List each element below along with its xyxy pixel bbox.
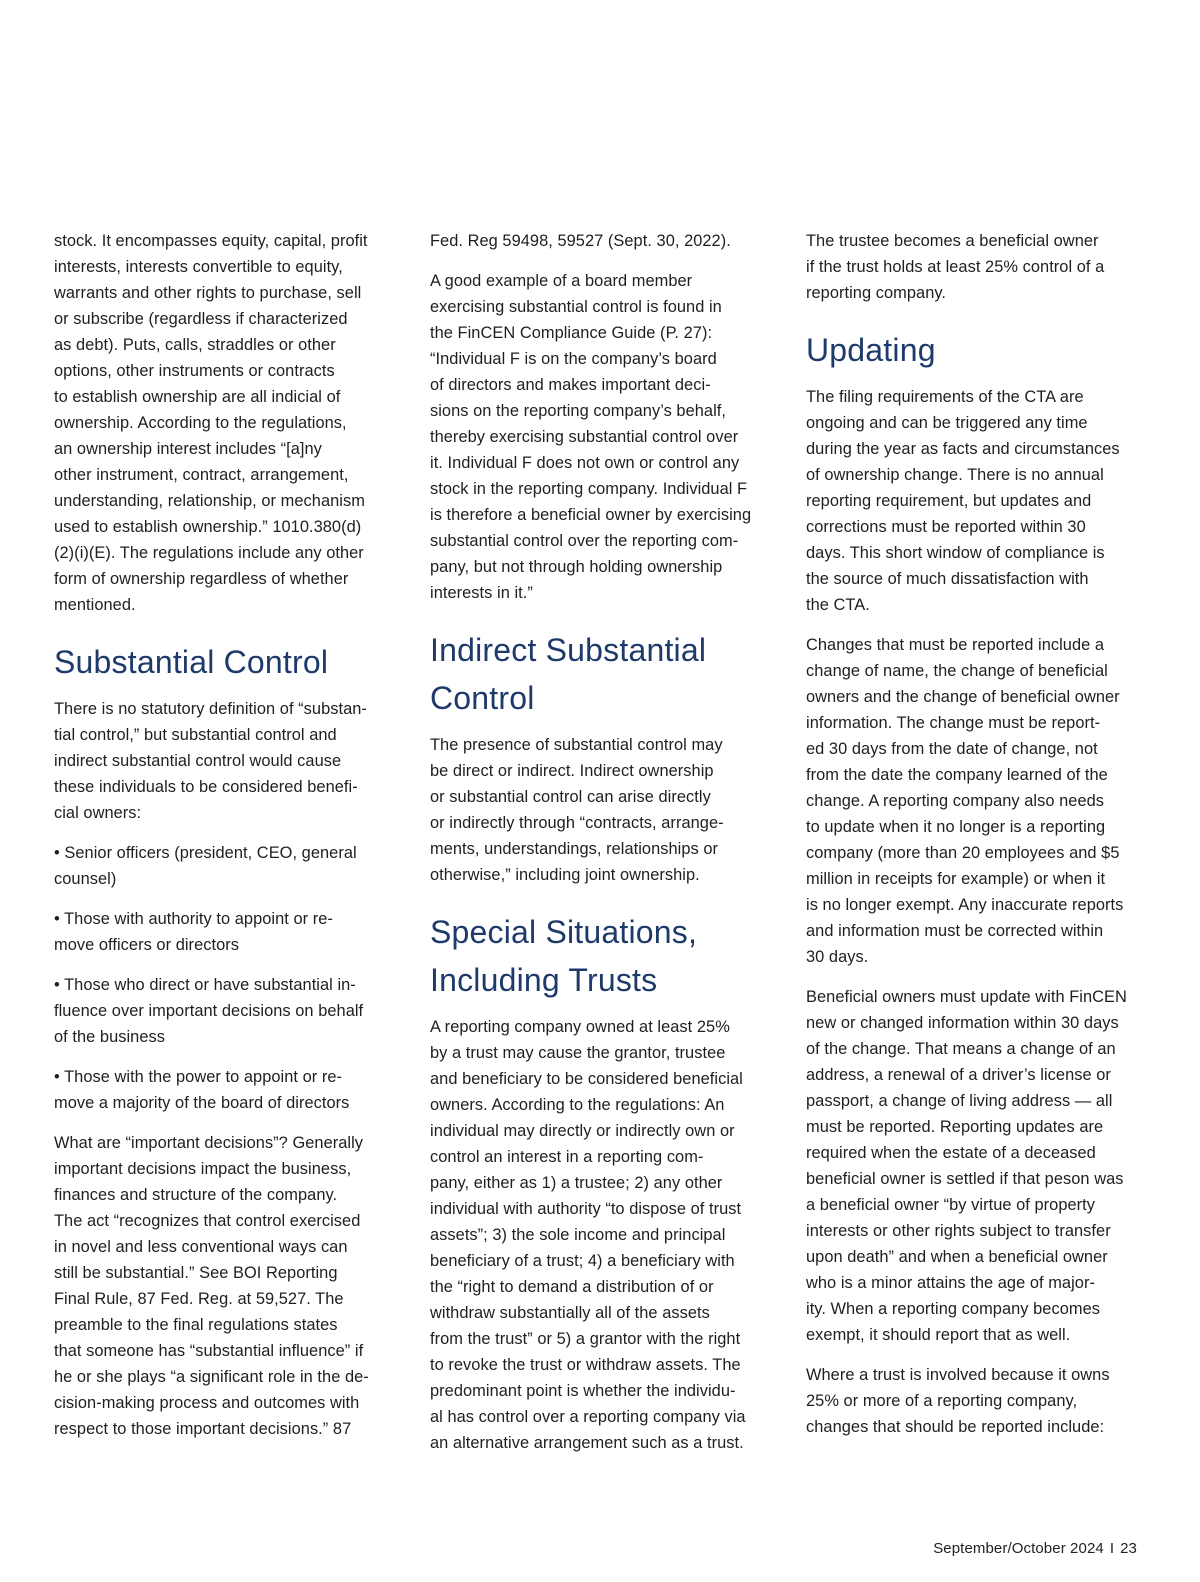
heading-special-situations: Special Situations, Including Trusts [430, 914, 698, 998]
heading-updating: Updating [806, 332, 936, 368]
middle-paragraph-4: A reporting company owned at least 25% by a trust may cause the grantor, trustee and beneficiary to be considered beneficial owners. According to the regulations: An individual may directly or indirectly own or control an interest in a reporting com- pany, either as 1) a trustee; 2) any other individual with authority “to dispose of trust assets”; 3) the sole income and principal beneficiary of a trust; 4) a beneficiary with the “right to demand a distribution of or withdraw substantially all of the assets from the trust” or 5) a grantor with the right to revoke the trust or withdraw assets. The predominant point is whether the individu- al has control over a reporting company via an alternative arrangement such as a trust. [430, 1018, 746, 1452]
bullet-senior-officers: • Senior officers (president, CEO, general counsel) [54, 844, 357, 888]
heading-substantial-control: Substantial Control [54, 644, 329, 680]
bullet-substantial-influence: • Those who direct or have substantial in- fluence over important decisions on behalf of the business [54, 976, 364, 1046]
right-paragraph-1: The trustee becomes a beneficial owner if the trust holds at least 25% control of a reporting company. [806, 232, 1105, 302]
page-footer [933, 1540, 1137, 1557]
heading-indirect-substantial-control: Indirect Substantial Control [430, 632, 707, 716]
column-right [806, 228, 1146, 1454]
column-left [54, 228, 390, 1456]
right-paragraph-2: The filing requirements of the CTA are ongoing and can be triggered any time during the year as facts and circumstances of ownership change. There is no annual reporting requirement, but updates and corrections must be reported within 30 days. This short window of compliance is the source of much dissatisfaction with the CTA. [806, 388, 1120, 614]
middle-paragraph-3: The presence of substantial control may be direct or indirect. Indirect ownership or substantial control can arise directly or indirectly through “contracts, arrange- ments, understandings, relationships or otherwise,” including joint ownership. [430, 736, 724, 884]
right-paragraph-4: Beneficial owners must update with FinCEN new or changed information within 30 days of the change. That means a change of an address, a renewal of a driver’s license or passport, a change of living address — all must be reported. Reporting updates are required when the estate of a deceased beneficial owner is settled if that peson was a beneficial owner “by virtue of property interests or other rights subject to transfer upon death” and when a beneficial owner who is a minor attains the age of major- ity. When a reporting company becomes exempt, it should report that as well. [806, 988, 1127, 1344]
middle-paragraph-2: A good example of a board member exercising substantial control is found in the FinCEN Compliance Guide (P. 27): “Individual F is on the company’s board of directors and makes important deci- sions on the reporting company’s behalf, thereby exercising substantial control over it. Individual F does not own or control any stock in the reporting company. Individual F is therefore a beneficial owner by exercising substantial control over the reporting com- pany, but not through holding ownership interests in it.” [430, 272, 752, 602]
page-number: 23 [1120, 1540, 1137, 1557]
middle-paragraph-1: Fed. Reg 59498, 59527 (Sept. 30, 2022). [430, 232, 731, 250]
right-paragraph-5: Where a trust is involved because it owns 25% or more of a reporting company, changes that should be reported include: [806, 1366, 1110, 1436]
bullet-appoint-officers: • Those with authority to appoint or re- move officers or directors [54, 910, 333, 954]
left-paragraph-1: stock. It encompasses equity, capital, profit interests, interests convertible to equity, warrants and other rights to purchase, sell or subscribe (regardless if characterized as debt). Puts, calls, straddles or other options, other instruments or contracts to establish ownership are all indicial of ownership. According to the regulations, an ownership interest includes “[a]ny other instrument, contract, arrangement, understanding, relationship, or mechanism used to establish ownership.” 1010.380(d) (2)(i)(E). The regulations include any other form of ownership regardless of whether mentioned. [54, 232, 368, 614]
issue-date: September/October 2024 [933, 1540, 1104, 1557]
right-paragraph-3: Changes that must be reported include a change of name, the change of beneficial owners and the change of beneficial owner information. The change must be report- ed 30 days from the date of change, not from the date the company learned of the change. A reporting company also needs to update when it no longer is a reporting company (more than 20 employees and $5 million in receipts for example) or when it is no longer exempt. Any inaccurate reports and information must be corrected within 30 days. [806, 636, 1124, 966]
left-paragraph-3: What are “important decisions”? Generally important decisions impact the business, finances and structure of the company. The act “recognizes that control exercised in novel and less conventional ways can still be substantial.” See BOI Reporting Final Rule, 87 Fed. Reg. at 59,527. The preamble to the final regulations states that someone has “substantial influence” if he or she plays “a significant role in the de- cision-making process and outcomes with respect to those important decisions.” 87 [54, 1134, 369, 1438]
left-paragraph-2: There is no statutory definition of “substan- tial control,” but substantial control and indirect substantial control would cause these individuals to be considered benefi- cial owners: [54, 700, 367, 822]
footer-separator: I [1109, 1540, 1115, 1557]
bullet-board-majority: • Those with the power to appoint or re- move a majority of the board of directors [54, 1068, 350, 1112]
column-middle [430, 228, 766, 1470]
